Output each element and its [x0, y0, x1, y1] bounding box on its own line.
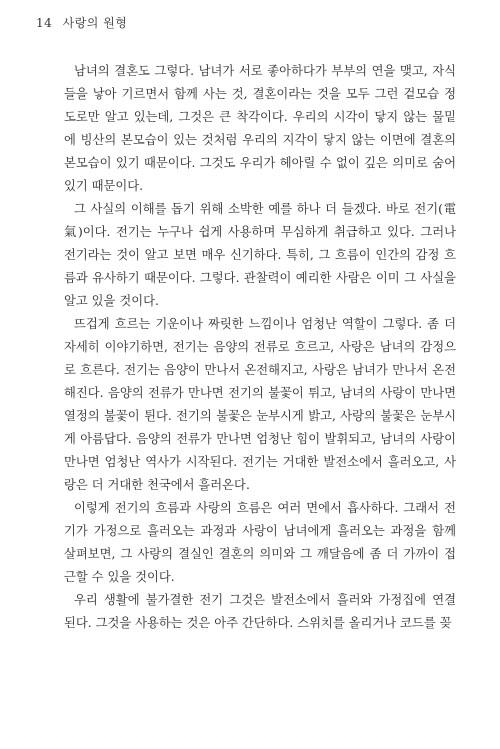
text-line: 자세히 이야기하면, 전기는 음양의 전류로 흐르고, 사랑은 남녀의 감정으	[64, 340, 456, 354]
paragraph	[64, 497, 456, 589]
text-line: 근할 수 있을 것이다.	[64, 570, 175, 584]
text-line: 그 사실의 이해를 돕기 위해 소박한 예를 하나 더 들겠다. 바로 전기(電	[74, 202, 456, 216]
book-title: 사랑의 원형	[62, 16, 128, 30]
paragraph	[64, 589, 456, 635]
text-line: 남녀의 결혼도 그렇다. 남녀가 서로 좋아하다가 부부의 연을 맺고, 자식	[74, 64, 456, 78]
paragraph	[64, 313, 456, 497]
text-line: 열정의 불꽃이 튄다. 전기의 불꽃은 눈부시게 밝고, 사랑의 불꽃은 눈부시	[64, 409, 456, 423]
paragraph	[64, 198, 456, 313]
text-line: 본모습이 있기 때문이다. 그것도 우리가 헤아릴 수 없이 깊은 의미로 숨어	[64, 156, 456, 170]
paragraph	[64, 60, 456, 198]
text-line: 알고 있을 것이다.	[64, 294, 159, 308]
text-line: 로 흐른다. 전기는 음양이 만나서 온전해지고, 사랑은 남녀가 만나서 온전	[64, 363, 456, 377]
text-line: 해진다. 음양의 전류가 만나면 전기의 불꽃이 튀고, 남녀의 사랑이 만나면	[64, 386, 456, 400]
text-line: 게 아름답다. 음양의 전류가 만나면 엄청난 힘이 발휘되고, 남녀의 사랑이	[64, 432, 456, 446]
text-line: 氣)이다. 전기는 누구나 쉽게 사용하며 무심하게 취급하고 있다. 그러나	[64, 225, 456, 239]
text-line: 만나면 엄청난 역사가 시작된다. 전기는 거대한 발전소에서 흘러오고, 사	[64, 455, 456, 469]
text-line: 름과 유사하기 때문이다. 그렇다. 관찰력이 예리한 사람은 이미 그 사실을	[64, 271, 456, 285]
text-line: 살펴보면, 그 사랑의 결실인 결혼의 의미와 그 깨달음에 좀 더 가까이 접	[64, 547, 456, 561]
text-line: 전기라는 것이 알고 보면 매우 신기하다. 특히, 그 흐름이 인간의 감정 흐	[64, 248, 456, 262]
text-line: 우리 생활에 불가결한 전기 그것은 발전소에서 흘러와 가정집에 연결	[74, 593, 456, 607]
running-head	[36, 14, 127, 31]
text-line: 있기 때문이다.	[64, 179, 144, 193]
text-line: 이렇게 전기의 흐름과 사랑의 흐름은 여러 면에서 흡사하다. 그래서 전	[74, 501, 456, 515]
body-text	[64, 60, 456, 635]
text-line: 랑은 더 거대한 천국에서 흘러온다.	[64, 478, 250, 492]
text-line: 된다. 그것을 사용하는 것은 아주 간단하다. 스위치를 올리거나 코드를 꽂	[64, 616, 452, 630]
page-number: 14	[36, 16, 53, 30]
text-line: 기가 가정으로 흘러오는 과정과 사랑이 남녀에게 흘러오는 과정을 함께	[64, 524, 456, 538]
text-line: 에 빙산의 본모습이 있는 것처럼 우리의 지각이 닿지 않는 이면에 결혼의	[64, 133, 456, 147]
text-line: 들을 낳아 기르면서 함께 사는 것, 결혼이라는 것을 모두 그런 겉모습 정	[64, 87, 456, 101]
text-line: 도로만 알고 있는데, 그것은 큰 착각이다. 우리의 시각이 닿지 않는 물밑	[64, 110, 456, 124]
text-line: 뜨겁게 흐르는 기운이나 짜릿한 느낌이나 엄청난 역할이 그렇다. 좀 더	[74, 317, 456, 331]
